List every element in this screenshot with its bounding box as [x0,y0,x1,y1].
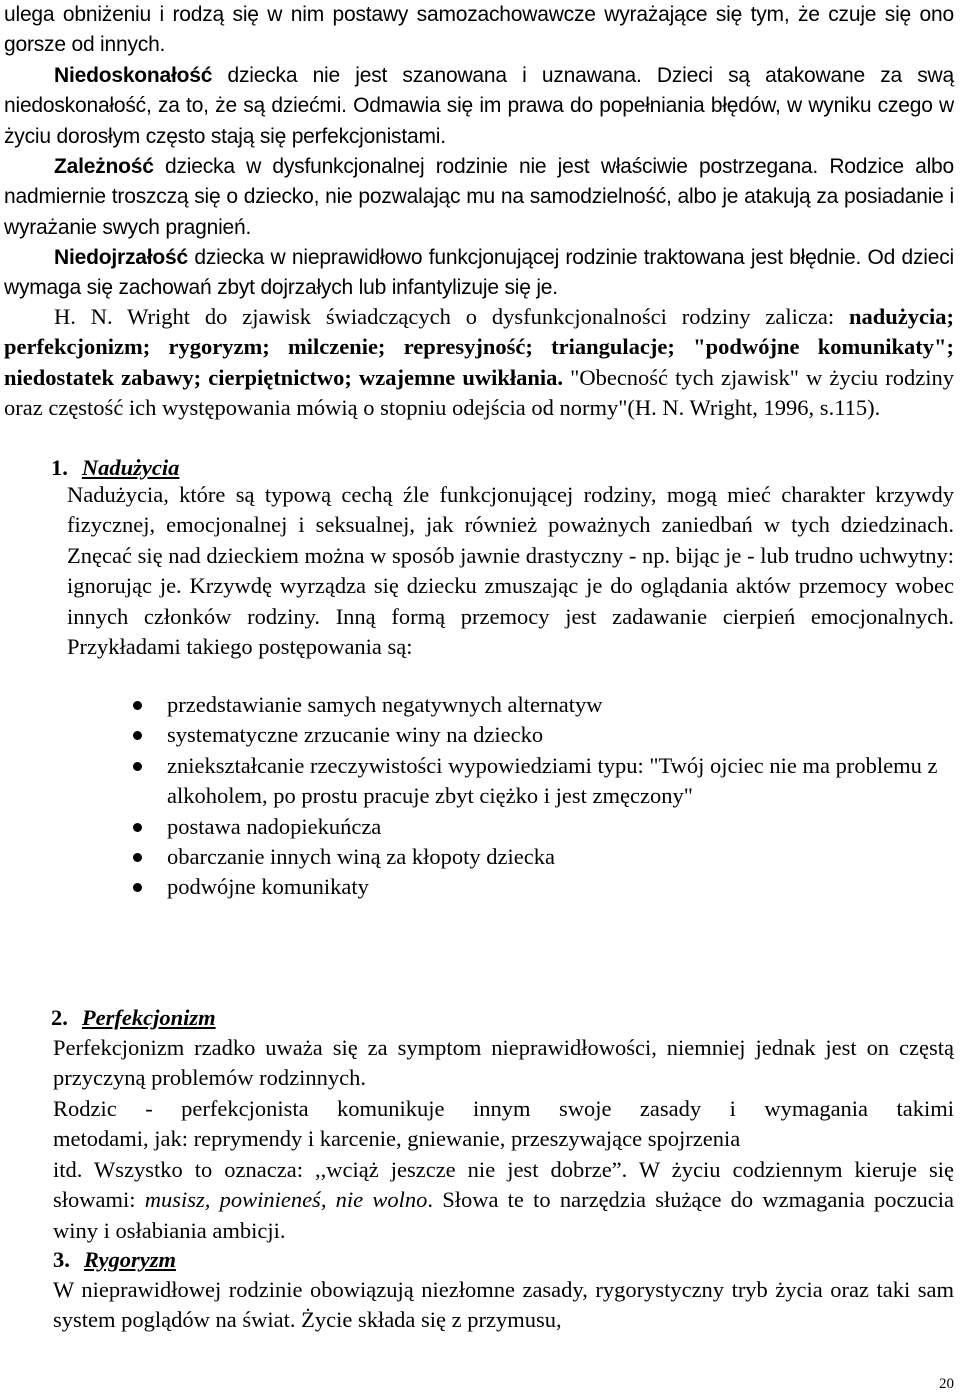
section-heading-perfekcjonizm [51,1003,216,1033]
bullet-icon [133,762,142,771]
section-number: 1. [51,455,68,480]
list-item: przedstawianie samych negatywnych alternatyw [133,690,955,720]
section-number: 3. [53,1247,70,1272]
section-title: Rygoryzm [83,1247,176,1272]
section-heading-naduzycia [51,453,179,483]
list-item: zniekształcanie rzeczywistości wypowiedziami typu: "Twój ojciec nie ma problemu z alkoholem, po prostu pracuje zbyt ciężko i jest zmęczony" [133,751,955,812]
paragraph-perfekcjonizm-1: Perfekcjonizm rzadko uważa się za symptom nieprawidłowości, niemniej jednak jest on częstą przyczyną problemów rodzinnych. [53,1035,954,1091]
bullet-icon [133,731,142,740]
bullet-icon [133,853,142,862]
paragraph-niedoskonalosc: Niedoskonałość dziecka nie jest szanowana i uznawana. Dzieci są atakowane za swą niedoskonałość, za to, że są dziećmi. Odmawia się im prawa do popełniania błędów, w wyniku czego w życiu dorosłym często stają się perfekcjonistami. [4,64,954,148]
paragraph-wright: H. N. Wright do zjawisk świadczących o dysfunkcjonalności rodziny zalicza: nadużycia; perfekcjonizm; rygoryzm; milczenie; represyjność; triangulacje; "podwójne komunikaty"; niedostatek zabawy; cierpiętnictwo; wzajemne uwikłania. "Obecność tych zjawisk" w życiu rodziny oraz częstość ich występowania mówią o stopniu odejścia od normy"(H. N. Wright, 1996, s.115). [4,304,954,421]
bullet-icon [133,883,142,892]
section-title: Nadużycia [81,455,180,480]
list-item: obarczanie innych winą za kłopoty dziecka [133,842,955,872]
paragraph-zaleznosc: Zależność dziecka w dysfunkcjonalnej rodzinie nie jest właściwie postrzegana. Rodzice albo nadmiernie troszczą się o dziecko, nie pozwalając mu na samodzielność, albo je atakują za posiadanie i wyrażanie swych pragnień. [4,155,954,239]
paragraph-intro: ulega obniżeniu i rodzą się w nim postawy samozachowawcze wyrażające się tym, że czuje się ono gorsze od innych. [4,3,954,57]
page-number: 20 [939,1376,954,1392]
list-item: systematyczne zrzucanie winy na dziecko [133,720,955,750]
section-number: 2. [51,1005,68,1030]
bullet-icon [133,823,142,832]
paragraph-rygoryzm: W nieprawidłowej rodzinie obowiązują niezłomne zasady, rygorystyczny tryb życia oraz taki sam system poglądów na świat. Życie składa się z przymusu, [53,1277,954,1333]
bullet-icon [133,701,142,710]
section-title: Perfekcjonizm [81,1005,216,1030]
abuse-examples-list [133,690,955,903]
list-item: podwójne komunikaty [133,872,955,902]
section-heading-rygoryzm [53,1245,176,1275]
paragraph-niedojrzalosc: Niedojrzałość dziecka w nieprawidłowo funkcjonującej rodzinie traktowana jest błędnie. Od dzieci wymaga się zachowań zbyt dojrzałych lub infantylizuje się je. [4,246,954,300]
list-item: postawa nadopiekuńcza [133,812,955,842]
paragraph-naduzycia: Nadużycia, które są typową cechą źle funkcjonującej rodziny, mogą mieć charakter krzywdy fizycznej, emocjonalnej i seksualnej, jak również poważnych zaniedbań w tych dziedzinach. Znęcać się nad dzieckiem można w sposób jawnie drastyczny - np. bijąc je - lub trudno uchwytny: ignorując je. Krzywdę wyrządza się dziecku zmuszając je do oglądania aktów przemocy wobec innych członków rodziny. Inną formą przemocy jest zadawanie cierpień emocjonalnych. Przykładami takiego postępowania są: [67,482,954,660]
paragraph-perfekcjonizm-2: Rodzic - perfekcjonista komunikuje innym swoje zasady i wymagania takimi metodami, jak: reprymendy i karcenie, gniewanie, przeszywające spojrzenia itd. Wszystko to oznacza: ,,wciąż jeszcze nie jest dobrze”. W życiu codziennym kieruje się słowami: musisz, powinieneś, nie wolno. Słowa te to narzędzia służące do wzmagania poczucia winy i osłabiania ambicji. [53,1096,954,1243]
